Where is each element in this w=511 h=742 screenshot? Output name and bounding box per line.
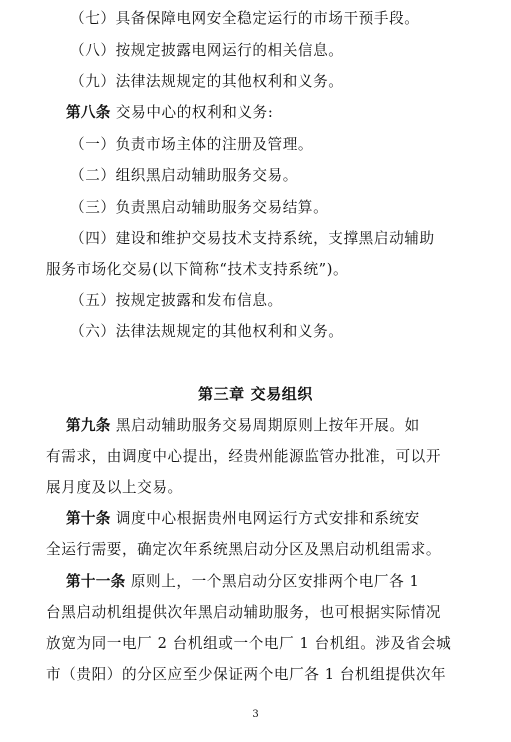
page-number: 3 <box>252 709 259 720</box>
article-8-item-6: （六）法律法规规定的其他权利和义务。 <box>70 323 344 340</box>
article-11-line-2: 台黑启动机组提供次年黑启动辅助服务，也可根据实际情况 <box>46 604 442 621</box>
article-8-item-2: （二）组织黑启动辅助服务交易。 <box>70 167 298 184</box>
article-8-item-4-continued: 服务市场化交易(以下简称“技术支持系统”)。 <box>46 261 349 278</box>
clause-8: （八）按规定披露电网运行的相关信息。 <box>70 42 344 59</box>
article-11-line-3: 放宽为同一电厂 2 台机组或一个电厂 1 台机组。涉及省会城 <box>46 635 452 652</box>
article-11-paragraph <box>66 573 419 591</box>
article-8-item-1: （一）负责市场主体的注册及管理。 <box>70 136 314 153</box>
article-9-paragraph <box>66 417 420 435</box>
article-8-intro: 交易中心的权利和义务: <box>110 104 274 121</box>
article-11-heading: 第十一条 <box>66 573 126 590</box>
article-9-heading: 第九条 <box>66 417 111 434</box>
article-9-line-1: 黑启动辅助服务交易周期原则上按年开展。如 <box>110 417 420 434</box>
article-8-item-4: （四）建设和维护交易技术支持系统，支撑黑启动辅助 <box>70 230 435 247</box>
article-8-item-5: （五）按规定披露和发布信息。 <box>70 292 283 309</box>
article-10-line-2: 全运行需要，确定次年系统黑启动分区及黑启动机组需求。 <box>46 541 442 558</box>
article-9-line-3: 展月度及以上交易。 <box>46 479 183 496</box>
chapter-3-title: 第三章 交易组织 <box>197 385 314 403</box>
clause-7: （七）具备保障电网安全稳定运行的市场干预手段。 <box>70 10 420 27</box>
article-11-line-1: 原则上，一个黑启动分区安排两个电厂各 1 <box>125 573 420 590</box>
article-8-item-3: （三）负责黑启动辅助服务交易结算。 <box>70 199 329 216</box>
article-8-paragraph <box>66 104 273 122</box>
clause-9: （九）法律法规规定的其他权利和义务。 <box>70 73 344 90</box>
article-9-line-2: 有需求，由调度中心提出，经贵州能源监管办批准，可以开 <box>46 448 442 465</box>
article-8-heading: 第八条 <box>66 104 111 121</box>
article-10-heading: 第十条 <box>66 510 111 527</box>
article-10-line-1: 调度中心根据贵州电网运行方式安排和系统安 <box>110 510 420 527</box>
article-10-paragraph <box>66 510 420 528</box>
article-11-line-4: 市（贵阳）的分区应至少保证两个电厂各 1 台机组提供次年 <box>46 666 447 683</box>
